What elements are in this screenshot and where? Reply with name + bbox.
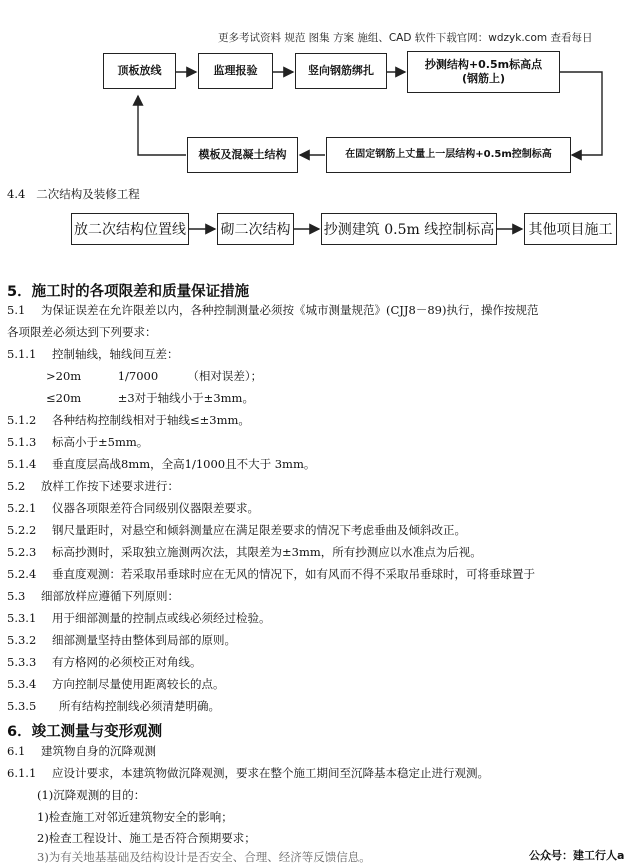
list-item: 5.3.4 方向控制尽量使用距离较长的点。 — [7, 677, 225, 691]
list-item: 5.2 放样工作按下述要求进行： — [7, 479, 179, 493]
list-item: 5.3.2 细部测量坚持由整体到局部的原则。 — [7, 633, 236, 647]
list-item: (1)沉降观测的目的： — [37, 788, 146, 802]
list-item: 5.2.4 垂直度观测：若采取吊垂球时应在无风的情况下，如有风而不得不采取吊垂球时，可将垂球置于 — [7, 567, 535, 581]
section-4-4-title: 4.4 二次结构及装修工程 — [7, 187, 140, 201]
list-item: 5.1.4 垂直度层高战8mm，全高1/1000且不大于 3mm。 — [7, 457, 316, 471]
list-item: 5.1.3 标高小于±5mm。 — [7, 435, 149, 449]
section-5-heading: 5．施工时的各项限差和质量保证措施 — [7, 284, 250, 300]
list-item: 2)检查工程设计、施工是否符合预期要求； — [37, 831, 256, 845]
section-6-heading: 6．竣工测量与变形观测 — [7, 724, 163, 740]
flow-box-elevation-point: 抄测结构+0.5m标高点 (钢筋上) — [407, 51, 560, 93]
list-item: 各项限差必须达到下列要求： — [7, 325, 157, 339]
flow-box-formwork-concrete: 模板及混凝土结构 — [187, 137, 298, 173]
list-item: ≤20m ±3对于轴线小于±3mm。 — [46, 391, 254, 405]
list-item: 5.3.3 有方格网的必须校正对角线。 — [7, 655, 202, 669]
list-item: 5.3.1 用于细部测量的控制点或线必须经过检验。 — [7, 611, 271, 625]
list-item: 5.1.2 各种结构控制线相对于轴线≤±3mm。 — [7, 413, 250, 427]
list-item: 5.2.1 仪器各项限差符合同级别仪器限差要求。 — [7, 501, 259, 515]
list-item: 5.3.5 所有结构控制线必须清楚明确。 — [7, 699, 220, 713]
list-item: 5.2.2 钢尺量距时，对悬空和倾斜测量应在满足限差要求的情况下考虑垂曲及倾斜改正。 — [7, 523, 466, 537]
flow2-box-masonry: 砌二次结构 — [217, 213, 294, 245]
list-item: 5.1 为保证误差在允许限差以内，各种控制测量必须按《城市测量规范》(CJJ8－89)执行，操作按规范 — [7, 303, 539, 317]
flow-box-measure-next-floor: 在固定钢筋上丈量上一层结构+0.5m控制标高 — [326, 137, 571, 173]
list-item: 6.1.1 应设计要求，本建筑物做沉降观测，要求在整个施工期间至沉降基本稳定止进行观测。 — [7, 766, 489, 780]
list-item: >20m 1/7000 （相对误差）； — [46, 369, 263, 383]
list-item: 3)为有关地基基础及结构设计是否安全、合理、经济等反馈信息。 — [37, 850, 371, 864]
flow2-box-secondary-layout: 放二次结构位置线 — [71, 213, 189, 245]
list-item: 5.3 细部放样应遵循下列原则： — [7, 589, 179, 603]
flow2-box-other-work: 其他项目施工 — [524, 213, 617, 245]
list-item: 1)检查施工对邻近建筑物安全的影响； — [37, 810, 233, 824]
footer-credit: 公众号：建工行人a — [529, 849, 625, 862]
list-item: 5.2.3 标高抄测时，采取独立施测两次法，其限差为±3mm，所有抄测应以水准点为后视。 — [7, 545, 482, 559]
header-watermark: 更多考试资料 规范 图集 方案 施组、CAD 软件下载官网：wdzyk.com 查看每日 — [218, 32, 593, 44]
flow-box-supervisor-inspection: 监理报验 — [198, 53, 273, 89]
flow2-box-0-5m-line: 抄测建筑 0.5m 线控制标高 — [321, 213, 497, 245]
flow-box-ceiling-layout: 顶板放线 — [103, 53, 176, 89]
list-item: 5.1.1 控制轴线，轴线间互差： — [7, 347, 179, 361]
list-item: 6.1 建筑物自身的沉降观测 — [7, 744, 156, 758]
flow-box-rebar-binding: 竖向钢筋绑扎 — [295, 53, 387, 89]
